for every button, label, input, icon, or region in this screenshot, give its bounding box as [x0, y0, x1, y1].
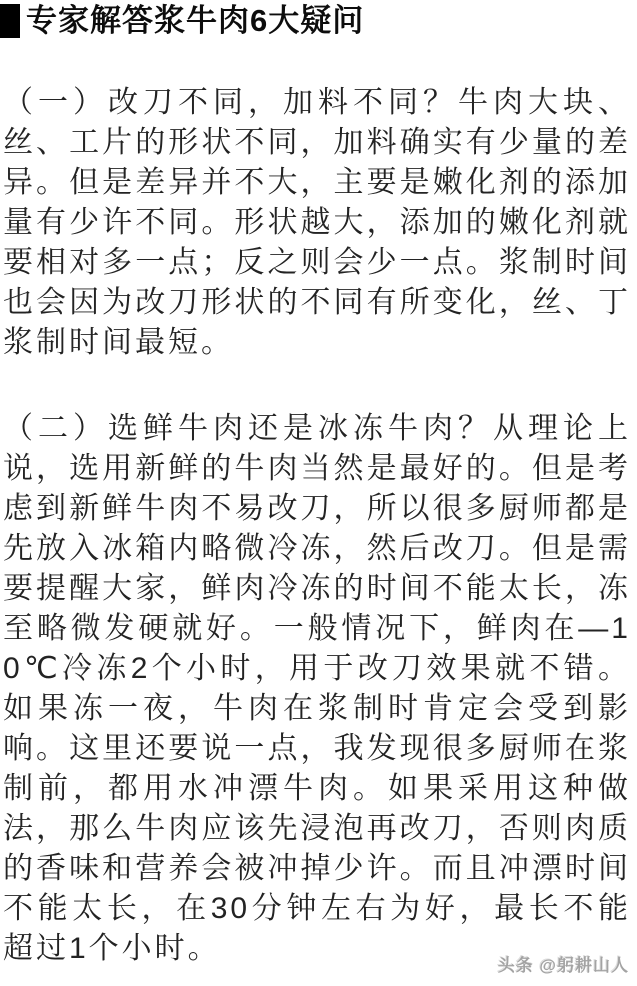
article-paragraph: （二）选鲜牛肉还是冰冻牛肉？从理论上说，选用新鲜的牛肉当然是最好的。但是考虑到新鲜牛肉不易改刀，所以很多厨师都是先放入冰箱内略微冷冻，然后改刀。但是需要提醒大家，鲜肉冷冻的时间不能太长，冻至略微发硬就好。一般情况下，鲜肉在—10℃冷冻2个小时，用于改刀效果就不错。如果冻一夜，牛肉在浆制时肯定会受到影响。这里还要说一点，我发现很多厨师在浆制前，都用水冲漂牛肉。如果采用这种做法，那么牛肉应该先浸泡再改刀，否则肉质的香味和营养会被冲掉少许。而且冲漂时间不能太长，在30分钟左右为好，最长不能超过1个小时。: [3, 412, 631, 965]
toutiao-watermark: 头条 @躬耕山人: [497, 956, 629, 975]
article-paragraph: （一）改刀不同，加料不同？牛肉大块、丝、工片的形状不同，加料确实有少量的差异。但是差异并不大，主要是嫩化剂的添加量有少许不同。形状越大，添加的嫩化剂就要相对多一点；反之则会少一点。浆制时间也会因为改刀形状的不同有所变化，丝、丁浆制时间最短。: [3, 86, 631, 359]
article-header: [0, 3, 637, 39]
article-body: [0, 83, 637, 969]
black-square-icon: [0, 4, 20, 38]
page-title: 专家解答浆牛肉6大疑问: [26, 3, 365, 38]
